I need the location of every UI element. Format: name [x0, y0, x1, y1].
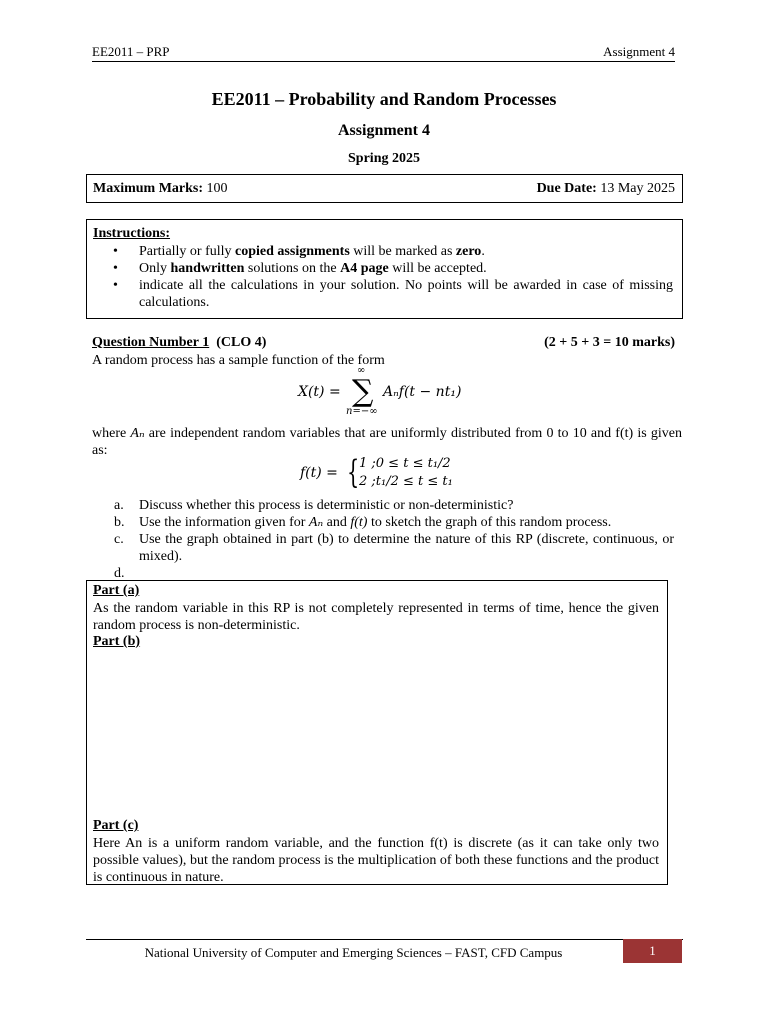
instruction-item: • indicate all the calculations in your solution. No points will be awarded in case of missing calculations.: [113, 278, 673, 310]
marks-due-box: [86, 174, 683, 203]
part-item: a. Discuss whether this process is deterministic or non-deterministic?: [114, 498, 514, 513]
question-parts: a. Discuss whether this process is deterministic or non-deterministic? b. Use the information given for Aₙ and f(t) to sketch the graph of this random process. c. Use the graph obtained in part (b) to determine the nature of this RP (discrete, continuous, or mixed). d.: [114, 498, 674, 581]
footer-text: National University of Computer and Emerging Sciences – FAST, CFD Campus: [144, 945, 563, 960]
instructions-title: Instructions:: [93, 226, 171, 241]
header-assignment: Assignment 4: [603, 44, 675, 59]
part-b-sketch-area: [93, 653, 659, 813]
instruction-item: • Only handwritten solutions on the A4 page will be accepted.: [113, 261, 487, 276]
instruction-item: • Partially or fully copied assignments will be marked as zero.: [113, 244, 485, 259]
running-header: [92, 43, 675, 62]
header-course-code: EE2011 – PRP: [92, 44, 170, 59]
sigma-symbol: ∑: [352, 374, 374, 409]
due-date: Due Date: 13 May 2025: [536, 181, 675, 196]
question-heading: [92, 335, 675, 351]
brace-symbol: {: [347, 453, 360, 491]
where-text: where Aₙ are independent random variables that are uniformly distributed from 0 to 10 and f(t) is given as:: [92, 426, 682, 458]
footer-divider: [86, 939, 683, 940]
question-clo: (CLO 4): [216, 335, 267, 350]
part-item: b. Use the information given for Aₙ and f(t) to sketch the graph of this random process.: [114, 515, 612, 530]
instructions-list: [113, 243, 673, 311]
instructions-box: [86, 219, 683, 319]
part-a-text: As the random variable in this RP is not completely represented in terms of time, hence the given random process is non-deterministic.: [93, 601, 659, 633]
course-title: EE2011 – Probability and Random Processes: [211, 89, 557, 109]
part-item: c. Use the graph obtained in part (b) to determine the nature of this RP (discrete, continuous, or mixed).: [114, 532, 674, 564]
assignment-title: Assignment 4: [337, 122, 430, 139]
bullet-icon: •: [113, 244, 118, 259]
bullet-icon: •: [113, 261, 118, 276]
page-number-badge: 1: [623, 939, 682, 963]
max-marks: Maximum Marks: 100: [93, 181, 228, 196]
part-c-heading: Part (c): [93, 818, 139, 833]
document-page: EE2011 – PRP Assignment 4 EE2011 – Probability and Random Processes Assignment 4 Spring 2025 Maximum Marks: 100 Due Date: 13 May 2025 Instructions: • Partially or fully copied assignments will be marked as zero. • Only handwritten solutions on the A4 page will be accepted. • indicate all the calculations in your solution. No points will be awarded in case of missing calculations. Question Number 1 (CLO 4) (2 + 5 + 3 = 10 marks) A random process has a sample function of the form X(t) = ∞ ∑ n=−∞ Aₙf(t − nt₁) where Aₙ are independent random variables that are uniformly distributed from 0 to 10 and f(t) is given as: f(t) = { 1 ;0 ≤ t ≤ t₁/2 2 ;t₁/2 ≤ t ≤ t₁ a. Discuss whether this process is deterministic or non-deterministic? b. Use the information given for Aₙ and f(t) to sketch the graph of this random process. c. Use the graph obtained in part (b) to determine the nature of this RP (discrete, continuous, or mixed). d. Part (a) As the random variable in this RP is not completely represented in terms of time, hence the given random process is non-deterministic. Part (b) Part (c) Here An is a uniform random variable, and the function f(t) is discrete (as it can take only two possible values), but the random process is the multiplication of both these functions and the product is continuous in nature. National University of Computer and Emerging Sciences – FAST, CFD Campus 1: [0, 0, 768, 1024]
part-c-text: Here An is a uniform random variable, and the function f(t) is discrete (as it can take only two possible values), but the random process is the multiplication of both these functions and the product is continuous in nature.: [93, 836, 659, 885]
part-b-heading: Part (b): [93, 634, 141, 649]
answer-box: [86, 580, 668, 885]
question-intro: A random process has a sample function of the form: [92, 353, 385, 368]
question-marks: (2 + 5 + 3 = 10 marks): [544, 335, 675, 350]
question-number: Question Number 1: [92, 335, 210, 350]
term-label: Spring 2025: [348, 151, 420, 166]
bullet-icon: •: [113, 278, 118, 293]
part-a-heading: Part (a): [93, 583, 140, 598]
